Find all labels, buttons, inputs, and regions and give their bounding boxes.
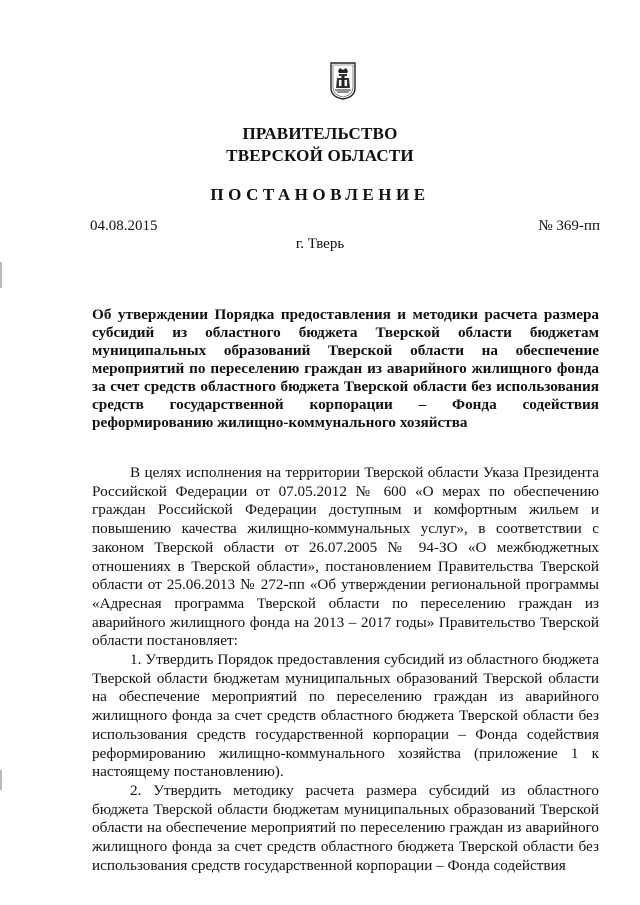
document-city: г. Тверь <box>295 236 345 252</box>
document-number: № 369-пп <box>538 218 600 234</box>
tver-coat-of-arms-icon <box>330 62 356 100</box>
document-body <box>92 464 599 875</box>
document-date: 04.08.2015 <box>90 218 158 234</box>
document-title: Об утверждении Порядка предоставления и методики расчета размера субсидий из областного бюджета Тверской области бюджетам муниципальных образований Тверской области на обеспечение мероприятий по переселению граждан из аварийного жилищного фонда за счет средств областного бюджета Тверской области без использования средств государственной корпорации – Фонда содействия реформированию жилищно-коммунального хозяйства <box>92 306 599 431</box>
scan-edge-mark <box>0 770 2 790</box>
preamble-paragraph: В целях исполнения на территории Тверской области Указа Президента Российской Федерации от 07.05.2012 № 600 «О мерах по обеспечению граждан Российской Федерации доступным и комфортным жильем и повышению качества жилищно-коммунальных услуг», в соответствии с законом Тверской области от 26.07.2005 № 94-ЗО «О межбюджетных отношениях в Тверской области», постановлением Правительства Тверской области от 25.06.2013 № 272-пп «Об утверждении региональной программы «Адресная программа Тверской области по переселению граждан из аварийного жилищного фонда на 2013 – 2017 годы» Правительство Тверской области постановляет: <box>92 464 599 650</box>
scan-edge-mark <box>0 262 2 288</box>
clause-1-paragraph: 1. Утвердить Порядок предоставления субсидий из областного бюджета Тверской области бюджетам муниципальных образований Тверской области на обеспечение мероприятий по переселению граждан из аварийного жилищного фонда за счет средств областного бюджета Тверской области без использования средств государственной корпорации – Фонда содействия реформированию жилищно-коммунального хозяйства (приложение 1 к настоящему постановлению). <box>92 651 599 781</box>
organization-name-line2: ТВЕРСКОЙ ОБЛАСТИ <box>226 146 414 165</box>
clause-2-paragraph: 2. Утвердить методику расчета размера субсидий из областного бюджета Тверской области бюджетам муниципальных образований Тверской области на обеспечение мероприятий по переселению граждан из аварийного жилищного фонда за счет средств областного бюджета Тверской области без использования средств государственной корпорации – Фонда содействия <box>92 781 599 874</box>
organization-name-line1: ПРАВИТЕЛЬСТВО <box>242 124 398 143</box>
document-type: ПОСТАНОВЛЕНИЕ <box>210 185 430 204</box>
